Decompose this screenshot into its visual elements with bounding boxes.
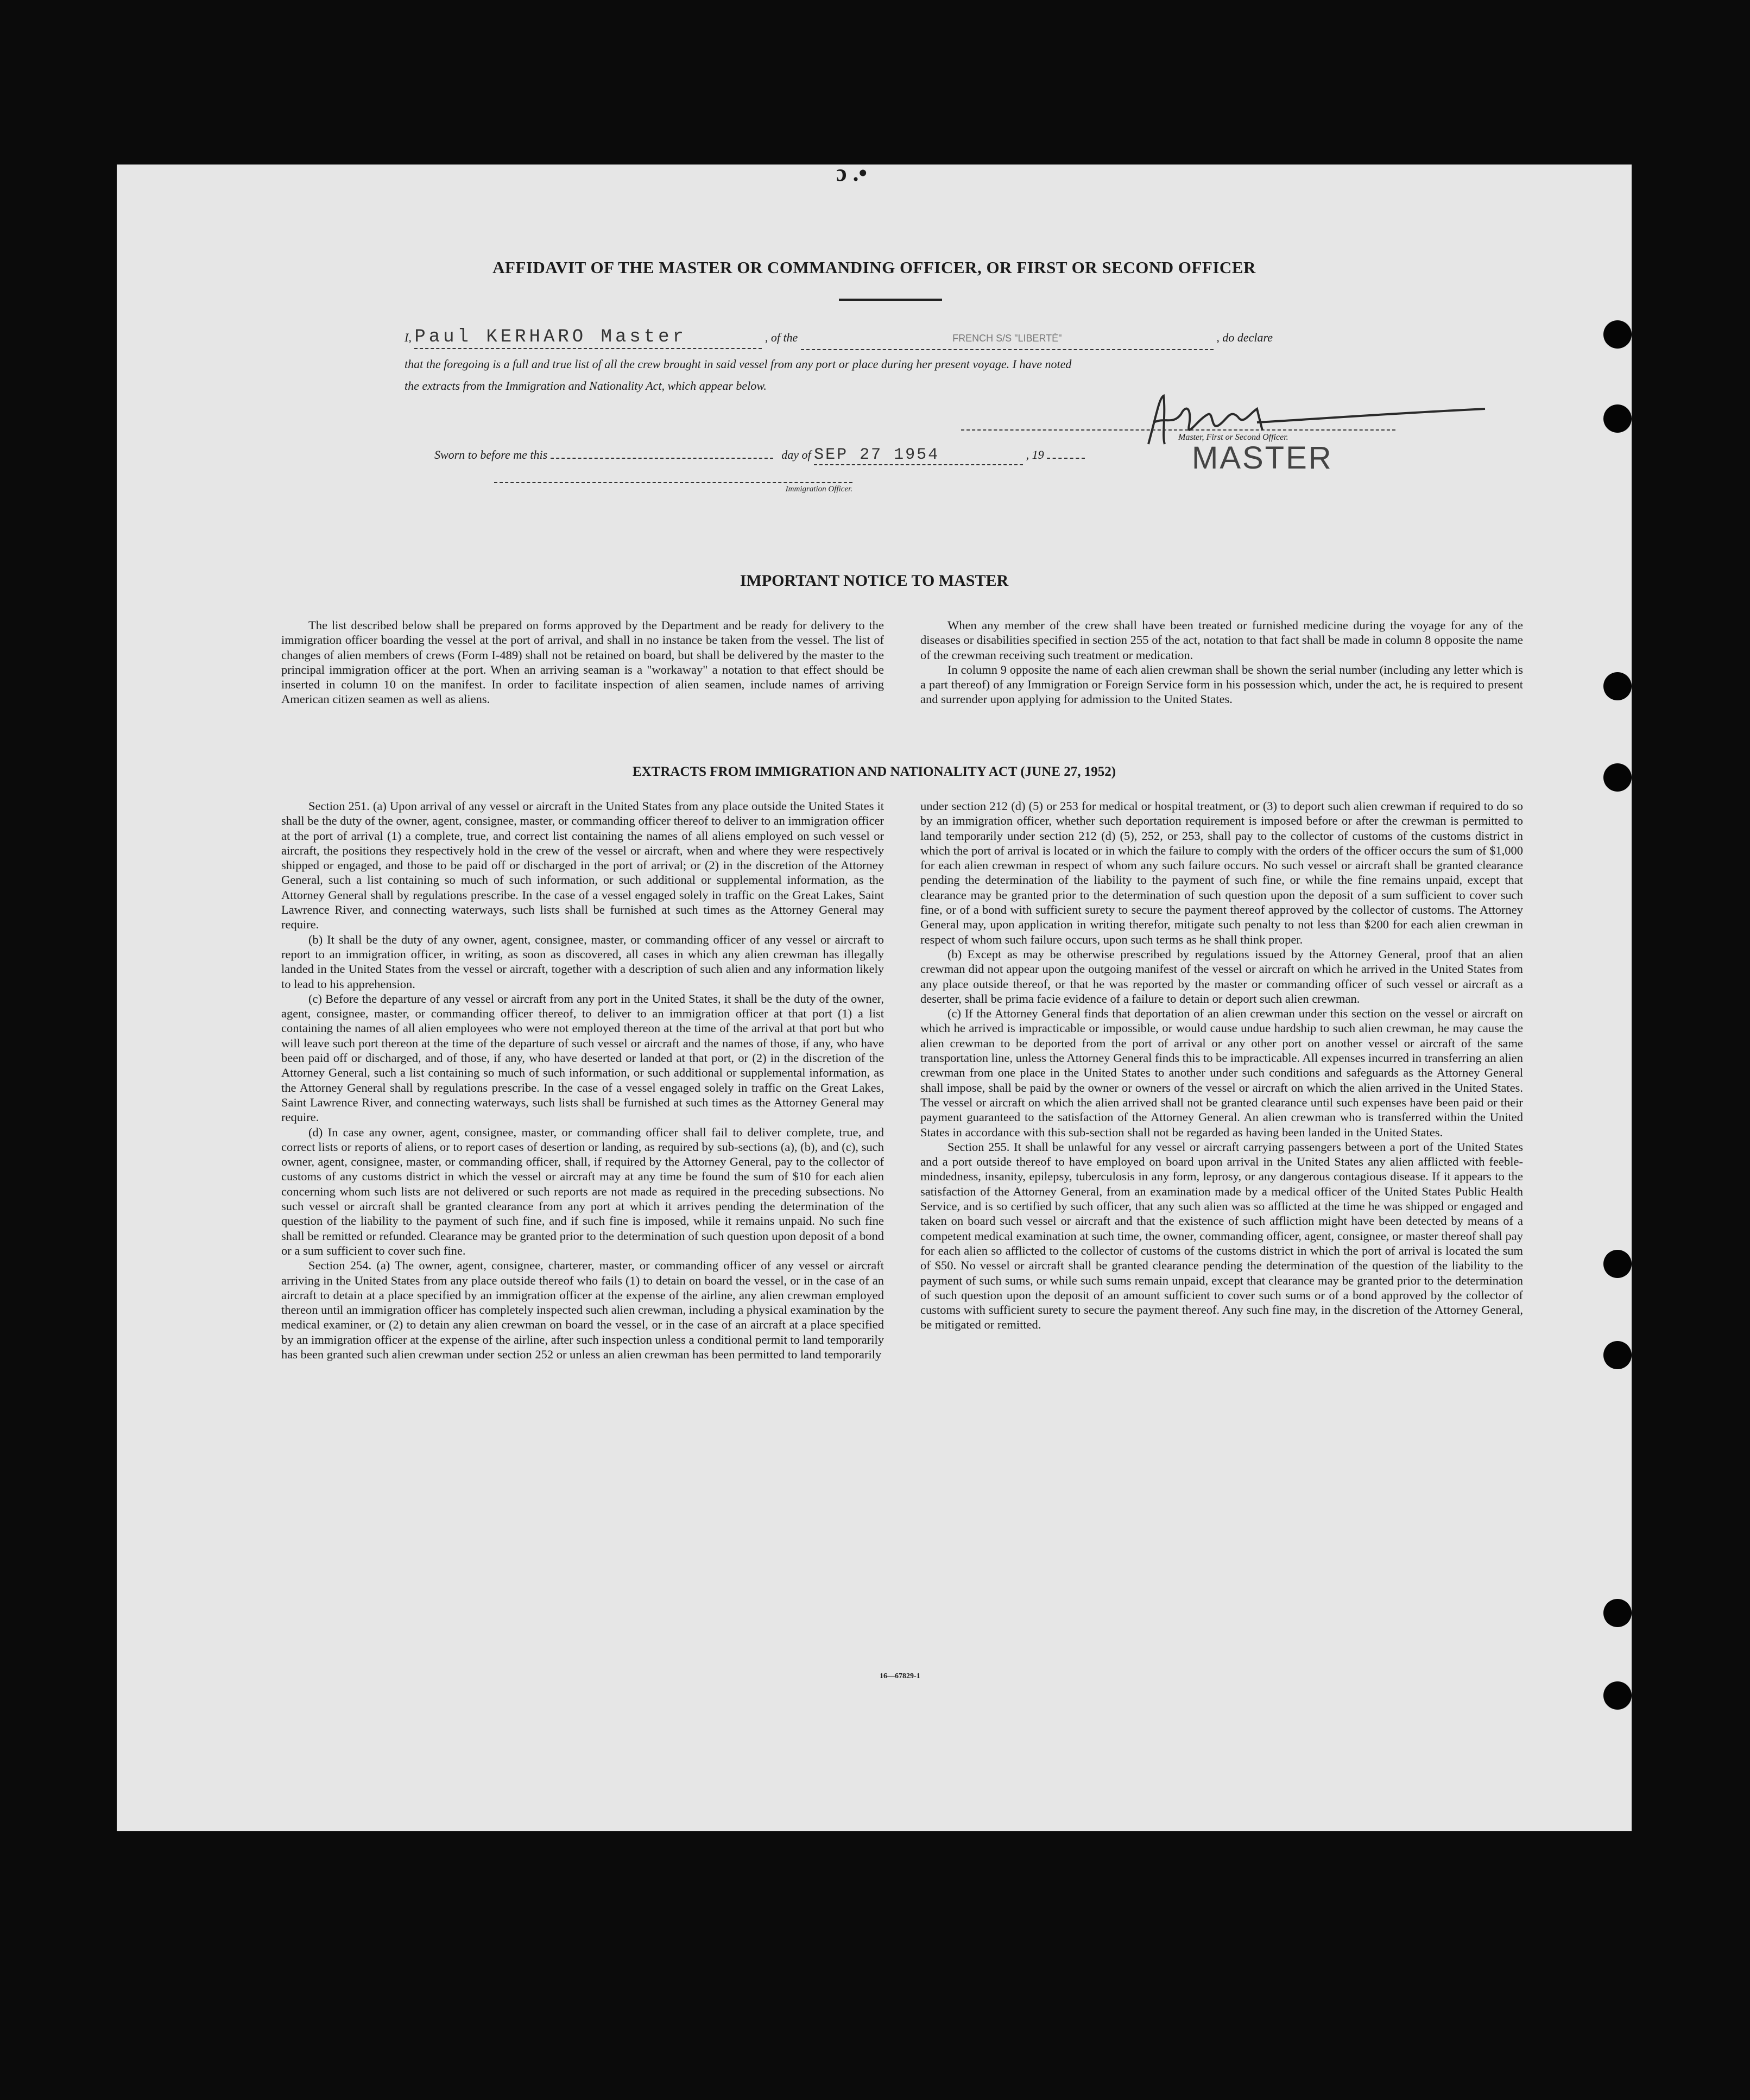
extract-paragraph: Section 255. It shall be unlawful for any vessel or aircraft carrying passengers between a port of the United States and a port outside thereof to have employed on board upon arrival in the United States any alien afflicted with feeble-mindedness, insanity, epilepsy, tuberculosis in any form, leprosy, or any dangerous contagious disease. If it appears to the satisfaction of the Attorney General, from an examination made by a medical officer of the United States Public Health Service, and is so certified by such officer, that any such alien was so afflicted at the time he was shipped or engaged and taken on board such vessel or aircraft and that the existence of such affliction might have been detected by means of a competent medical examination at such time, the owner, commanding officer, agent, consignee, or master thereof shall pay for each alien so afflicted to the collector of customs of the customs district in which the port of arrival is located the sum of $50. No vessel or aircraft shall be granted clearance pending the determination of the question of the liability to the payment of such sums, or while such sums remain unpaid, except that clearance may be granted prior to the determination of such question upon the deposit of an amount sufficient to cover such sums or of a bond approved by the collector of customs with sufficient surety to secure the payment thereof. Any such fine may, in the discretion of the Attorney General, be mitigated or remitted. bbox=[920, 1140, 1523, 1332]
signature-caption: Master, First or Second Officer. bbox=[1178, 433, 1288, 442]
top-mark: ɔ .• bbox=[836, 160, 867, 186]
notice-left-column bbox=[281, 618, 884, 707]
title-rule bbox=[839, 299, 942, 301]
notice-left-paragraph: The list described below shall be prepared on forms approved by the Department and be ready for delivery to the immigration officer boarding the vessel at the port of arrival, and shall in no instance be taken from the vessel. The list of changes of alien members of crews (Form I-489) shall not be retained on board, but shall be delivered by the master to the principal immigration officer at the port. When an arriving seaman is a "workaway" a notation to that effect should be inserted in column 10 on the manifest. In order to facilitate inspection of alien seamen, include names of arriving American citizen seamen as well as aliens. bbox=[281, 618, 884, 706]
affidavit-title: AFFIDAVIT OF THE MASTER OR COMMANDING OFFICER, OR FIRST OR SECOND OFFICER bbox=[492, 258, 1256, 277]
binder-hole bbox=[1603, 763, 1632, 792]
master-name-field: Paul KERHARO Master bbox=[414, 326, 762, 349]
binder-hole bbox=[1603, 1250, 1632, 1278]
do-declare-label: , do declare bbox=[1216, 331, 1273, 344]
day-of-label: day of bbox=[781, 448, 811, 461]
form-number: 16—67829-1 bbox=[880, 1672, 920, 1680]
sworn-label: Sworn to before me this bbox=[434, 448, 548, 461]
year-field bbox=[1047, 458, 1085, 459]
sworn-date-field: SEP 27 1954 bbox=[814, 446, 1023, 465]
extract-paragraph: (c) If the Attorney General finds that deportation of an alien crewman under this section on the vessel or aircraft on which he arrived is impracticable or impossible, or would cause undue hardship to such alien crewman, he may cause the alien crewman to be deported from the port of arrival or any other port on another vessel or aircraft of the same transportation line, unless the Attorney General finds this to be impracticable. All expenses incurred in transferring an alien crewman from one place in the United States to another under such conditions and safeguards as the Attorney General shall impose, shall be paid by the owner or owners of the vessel or aircraft on which the alien arrived in the United States. The vessel or aircraft on which the alien arrived shall not be granted clearance until such expenses have been paid or their payment guaranteed to the satisfaction of the Attorney General. An alien crewman who is transferred within the United States in accordance with this sub-section shall not be regarded as having been landed in the United States. bbox=[920, 1007, 1523, 1139]
year-label: , 19 bbox=[1026, 448, 1044, 461]
sworn-day-field bbox=[551, 458, 773, 459]
immigration-officer-line bbox=[494, 482, 852, 483]
binder-hole bbox=[1603, 404, 1632, 433]
notice-title: IMPORTANT NOTICE TO MASTER bbox=[740, 572, 1009, 590]
immigration-officer-caption: Immigration Officer. bbox=[785, 485, 852, 494]
signature-line bbox=[961, 429, 1395, 431]
extracts-title: EXTRACTS FROM IMMIGRATION AND NATIONALITY ACT (JUNE 27, 1952) bbox=[632, 764, 1116, 779]
binder-hole bbox=[1603, 320, 1632, 349]
notice-right-paragraph-1: When any member of the crew shall have been treated or furnished medicine during the voyage for any of the diseases or disabilities specified in section 255 of the act, notation to that fact shall be made in column 8 opposite the name of the crewman receiving such treatment or medication. bbox=[920, 618, 1523, 662]
extract-paragraph: (c) Before the departure of any vessel or aircraft from any port in the United States, it shall be the duty of the owner, agent, consignee, master, or commanding officer thereof, to deliver to an immigration officer at that port (1) a list containing the names of all alien employees who were not employed thereon at the time of the arrival at that port but who will leave such port thereon at the time of the departure of such vessel or aircraft and the names of those, if any, who have been paid off or discharged, and of those, if any, who have deserted or landed at that port, or (2) in the discretion of the Attorney General, such a list containing so much of such information, or such additional or supplemental information, as the Attorney General shall by regulations prescribe. In the case of a vessel engaged solely in traffic on the Great Lakes, Saint Lawrence River, and connecting waterways, such lists shall be furnished at such times as the Attorney General may require. bbox=[281, 991, 884, 1124]
vessel-field: FRENCH S/S "LIBERTÉ" bbox=[801, 327, 1214, 350]
notice-right-paragraph-2: In column 9 opposite the name of each alien crewman shall be shown the serial number (including any letter which is a part thereof) of any Immigration or Foreign Service form in his possession which, under the act, he is required to present and surrender upon applying for admission to the United States. bbox=[920, 662, 1523, 706]
declaration-block bbox=[405, 326, 1561, 397]
sworn-line bbox=[434, 446, 1222, 465]
extract-paragraph: (d) In case any owner, agent, consignee, master, or commanding officer shall fail to deliver complete, true, and correct lists or reports of aliens, or to report cases of desertion or landing, as required by sub-sections (a), (b), and (c), such owner, agent, consignee, master, or commanding officer, shall, if required by the Attorney General, pay to the collector of customs of any customs district in which the vessel or aircraft may at any time be found the sum of $10 for each alien concerning whom such lists are not delivered or such reports are not made as required in the preceding subsections. No such vessel or aircraft shall be granted clearance from any port at which it arrives pending the determination of the question of the liability to the payment of such fine, and if such fine is imposed, while it remains unpaid. No such fine shall be remitted or refunded. Clearance may be granted prior to the determination of such question upon deposit of a bond or a sum sufficient to cover such fine. bbox=[281, 1125, 884, 1257]
declaration-line-1: that the foregoing is a full and true list of all the crew brought in said vessel from any port or place during her present voyage. I have noted bbox=[405, 357, 1072, 371]
notice-right-column bbox=[920, 618, 1523, 707]
binder-hole bbox=[1603, 1681, 1632, 1710]
master-stamp: MASTER bbox=[1192, 440, 1333, 476]
extract-paragraph: (b) Except as may be otherwise prescribed by regulations issued by the Attorney General, proof that an alien crewman did not appear upon the outgoing manifest of the vessel or aircraft on which he arrived in the United States from any place outside thereof, or that he was reported by the master or commanding officer of such vessel or aircraft as a deserter, shall be prima facie evidence of a failure to detain or deport such alien crewman. bbox=[920, 947, 1523, 1005]
extracts-right-column bbox=[920, 799, 1523, 1332]
extracts-left-column bbox=[281, 799, 884, 1362]
extract-paragraph: (b) It shall be the duty of any owner, agent, consignee, master, or commanding officer of any vessel or aircraft to report to an immigration officer, in writing, as soon as discovered, all cases in which any alien crewman has illegally landed in the United States from the vessel or aircraft, together with a description of such alien and any information likely to lead to his apprehension. bbox=[281, 932, 884, 991]
extract-paragraph: under section 212 (d) (5) or 253 for medical or hospital treatment, or (3) to deport such alien crewman if required to do so by an immigration officer, whether such deportation requirement is imposed before or after the crewman is permitted to land temporarily under section 212 (d) (5), 252, or 253, shall pay to the collector of customs of the customs district in which the port of arrival is located or in which the failure to comply with the orders of the officer occurs the sum of $1,000 for each alien crewman in respect of whom any such failure occurs. No such vessel or aircraft shall be granted clearance pending the determination of the liability to the payment of such fine, or while the fine remains unpaid, except that clearance may be granted prior to the determination of such question upon the deposit of a sum sufficient to cover such fine, or of a bond with sufficient surety to secure the payment thereof approved by the collector of customs. The Attorney General may, upon application in writing therefor, mitigate such penalty to not less than $200 for each alien crewman in respect of whom such failure occurs, upon such terms as he shall think proper. bbox=[920, 799, 1523, 946]
binder-hole bbox=[1603, 672, 1632, 700]
declaration-line-2: the extracts from the Immigration and Nationality Act, which appear below. bbox=[405, 379, 767, 393]
i-label: I, bbox=[405, 331, 412, 344]
extract-paragraph: Section 254. (a) The owner, agent, consignee, charterer, master, or commanding officer of any vessel or aircraft arriving in the United States from any place outside thereof who fails (1) to detain on board the vessel, or in the case of an aircraft to detain at a place specified by an immigration officer at the expense of the airline, any alien crewman employed thereon until an immigration officer has completely inspected such alien crewman, including a physical examination by the medical examiner, or (2) to detain any alien crewman on board the vessel, or in the case of an aircraft at a place specified by an immigration officer at the expense of the airline, after such inspection unless a conditional permit to land temporarily has been granted such alien crewman under section 252 or unless an alien crewman has been permitted to land temporarily bbox=[281, 1258, 884, 1361]
extract-paragraph: Section 251. (a) Upon arrival of any vessel or aircraft in the United States from any place outside the United States it shall be the duty of the owner, agent, consignee, master, or commanding officer thereof to deliver to an immigration officer at the port of arrival (1) a complete, true, and correct list containing the names of all aliens employed on such vessel or aircraft, the positions they respectively hold in the crew of the vessel or aircraft, when and where they were respectively shipped or engaged, and those to be paid off or discharged in the port of arrival; or (2) in the discretion of the Attorney General, such a list containing so much of such information, or such additional or supplemental information, as the Attorney General shall by regulations prescribe. In the case of a vessel engaged solely in traffic on the Great Lakes, Saint Lawrence River, and connecting waterways, such lists shall be furnished at such times as the Attorney General may require. bbox=[281, 799, 884, 932]
of-the-label: , of the bbox=[765, 331, 798, 344]
document-page bbox=[117, 160, 1632, 1831]
binder-hole bbox=[1603, 1341, 1632, 1369]
binder-hole bbox=[1603, 1599, 1632, 1627]
